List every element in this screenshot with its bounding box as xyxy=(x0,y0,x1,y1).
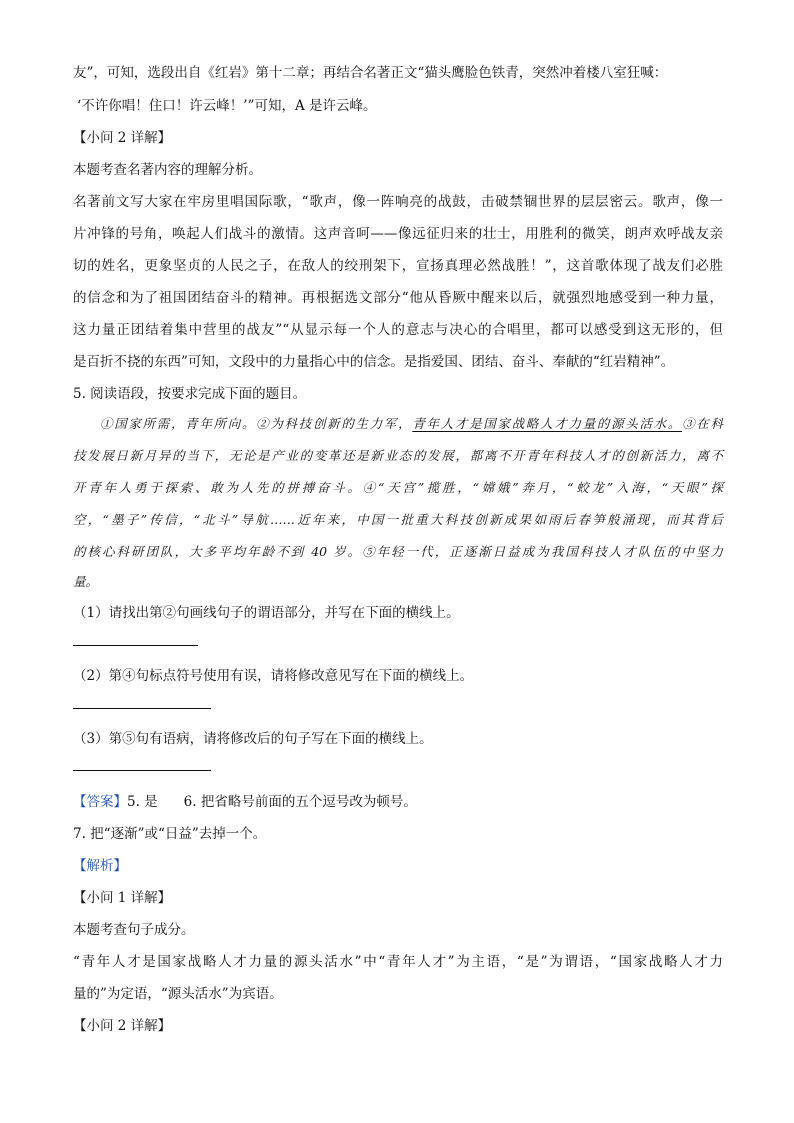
passage-line: 开青年人勇于探索、敢为人先的拼搏奋斗。④“天宫”揽胜，“嫦娥”奔月，“蛟龙”入海，“天眼”探 xyxy=(73,480,723,495)
passage-text: ①国家所需，青年所向。②为科技创新的生力军， xyxy=(100,416,413,431)
passage-line: 的核心科研团队，大多平均年龄不到 40 岁。⑤年轻一代，正逐渐日益成为我国科技人才队伍的中坚力 xyxy=(73,544,723,559)
section-heading: 【小问 2 详解】 xyxy=(73,1018,172,1034)
answer-7: 7. 把“逐渐”或“日益”去掉一个。 xyxy=(73,826,267,842)
question-title: 5. 阅读语段，按要求完成下面的题目。 xyxy=(73,386,307,402)
text-line: 的信念和为了祖国团结奋斗的精神。再根据选文部分“他从昏厥中醒来以后，就强烈地感受到一种力量， xyxy=(73,290,723,306)
answer-6: 6. 把省略号前面的五个逗号改为顿号。 xyxy=(183,794,417,810)
text-line: 这力量正团结着集中营里的战友”“从显示每一个人的意志与决心的合唱里，都可以感受到这无形的，但 xyxy=(73,322,723,338)
text-line: 切的姓名，更象坚贞的人民之子，在敌人的绞刑架下，宣扬真理必然战胜！”，这首歌体现了战友们必胜 xyxy=(73,258,723,274)
section-heading: 【小问 2 详解】 xyxy=(73,130,172,146)
underlined-sentence: 青年人才是国家战略人才力量的源头活水。 xyxy=(412,416,683,431)
text-line: 本题考查句子成分。 xyxy=(73,922,195,938)
answer-blank-2 xyxy=(73,708,211,709)
answer-blank-1 xyxy=(73,645,198,646)
passage-line-1 xyxy=(100,414,723,434)
text-line: 名著前文写大家在牢房里唱国际歌，“歌声，像一阵响亮的战鼓，击破禁锢世界的层层密云。歌声，像一 xyxy=(73,194,723,210)
text-line: 本题考查名著内容的理解分析。 xyxy=(73,162,262,178)
text-line: “青年人才是国家战略人才力量的源头活水”中“青年人才”为主语，“是”为谓语，“国家战略人才力 xyxy=(73,954,723,970)
answer-5: 5. 是 xyxy=(127,794,158,810)
text-line: ‘不许你唱！住口！许云峰！’”可知，A 是许云峰。 xyxy=(77,98,377,114)
answer-tag: 【答案】 xyxy=(73,794,127,810)
passage-line: 量。 xyxy=(73,574,99,589)
text-line: 片冲锋的号角，唤起人们战斗的激情。这声音呵——像远征归来的壮士，用胜利的微笑，朗声欢呼战友亲 xyxy=(73,226,723,242)
answer-blank-3 xyxy=(73,770,211,771)
answer-line xyxy=(73,792,723,812)
section-heading: 【小问 1 详解】 xyxy=(73,890,172,906)
passage-line: 空，“墨子”传信，“北斗”导航……近年来，中国一批重大科技创新成果如雨后春笋般涌现，而其背后 xyxy=(73,512,723,527)
sub-question-3: （3）第⑤句有语病，请将修改后的句子写在下面的横线上。 xyxy=(73,731,433,747)
text-line: 友”，可知，选段出自《红岩》第十二章；再结合名著正文“猫头鹰脸色铁青，突然冲着楼八室狂喊： xyxy=(73,65,668,81)
text-line: 量的”为定语，“源头活水”为宾语。 xyxy=(73,986,283,1002)
text-line: 是百折不挠的东西”可知，文段中的力量指心中的信念。是指爱国、团结、奋斗、奉献的“红岩精神”。 xyxy=(73,354,675,370)
passage-line: 技发展日新月异的当下，无论是产业的变革还是新业态的发展，都离不开青年科技人才的创新活力，离不 xyxy=(73,448,723,463)
sub-question-1: （1）请找出第②句画线句子的谓语部分，并写在下面的横线上。 xyxy=(73,605,460,621)
sub-question-2: （2）第④句标点符号使用有误，请将修改意见写在下面的横线上。 xyxy=(73,668,474,684)
analysis-tag: 【解析】 xyxy=(73,858,127,874)
passage-text: ③在科 xyxy=(682,416,723,431)
